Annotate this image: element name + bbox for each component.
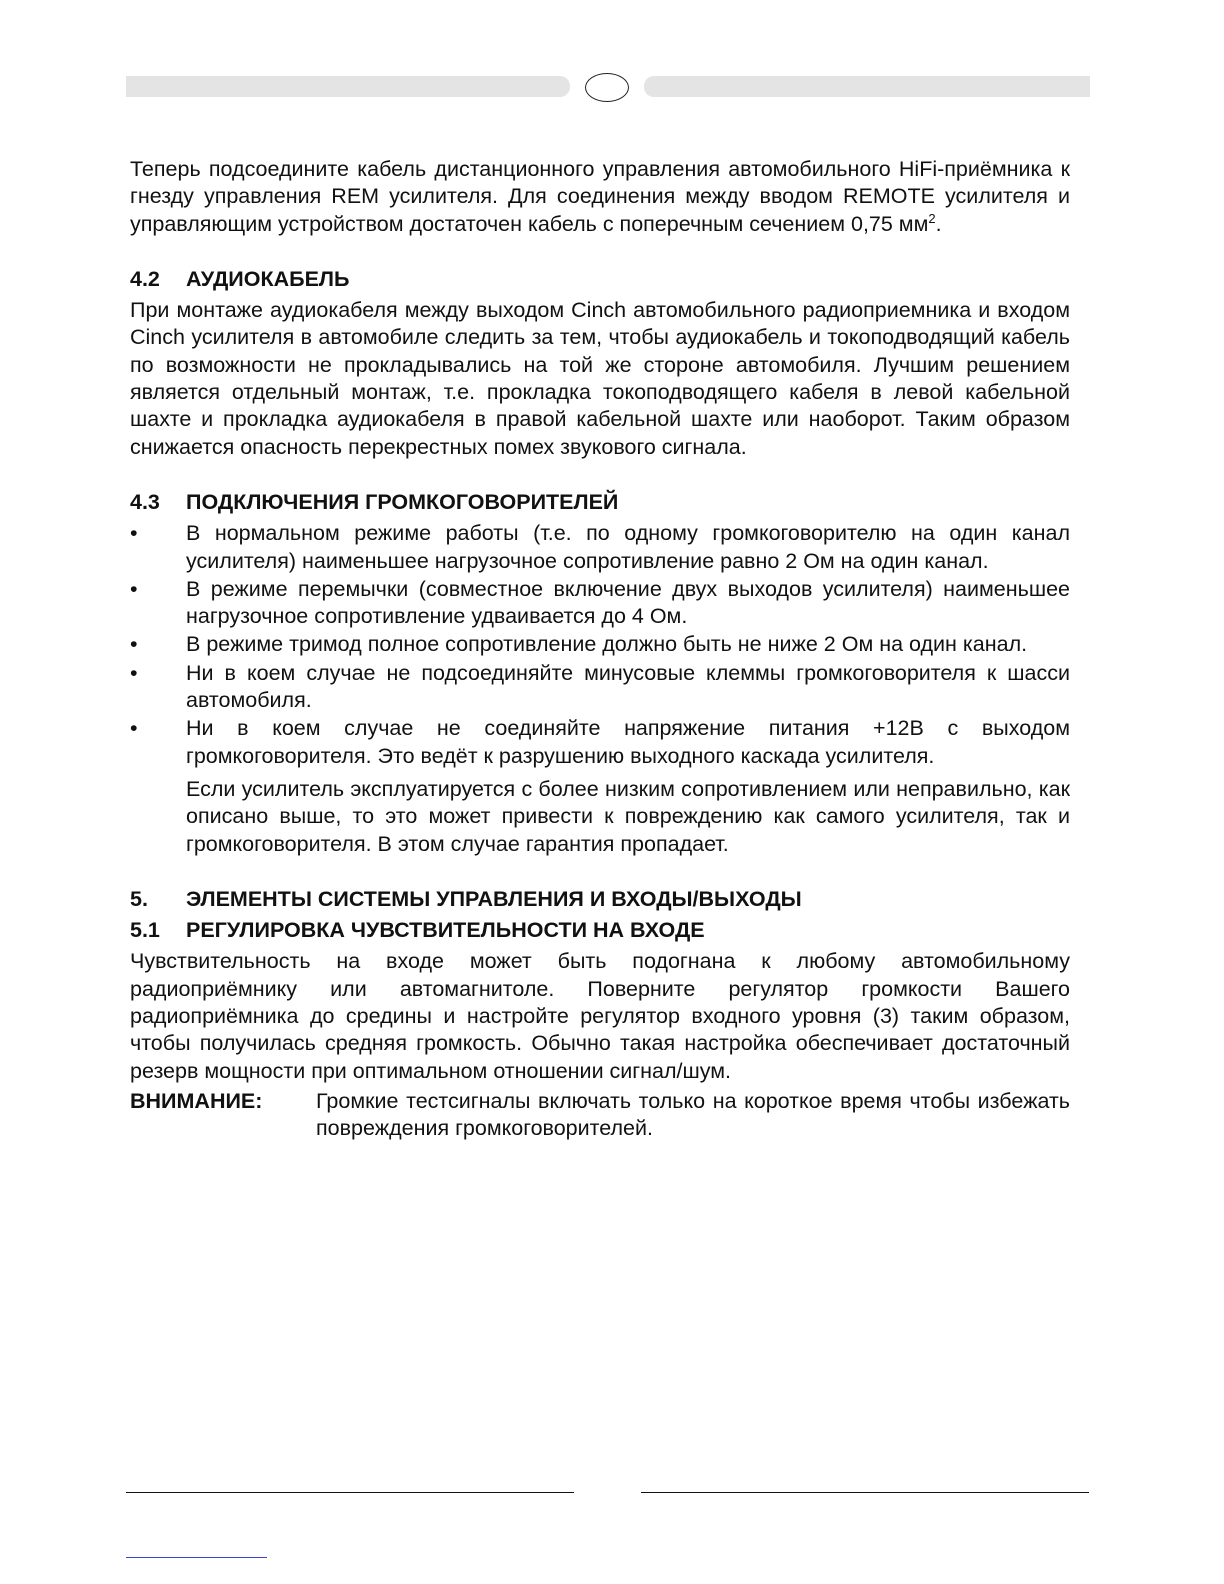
header-bar-left (126, 76, 570, 97)
list-item (130, 715, 1070, 770)
intro-end: . (935, 211, 942, 236)
list-item-text: В режиме тримод полное сопротивление должно быть не ниже 2 Ом на один канал. (186, 632, 1028, 657)
section-5-1-number: 5.1 (130, 918, 160, 943)
section-4-2-paragraph: При монтаже аудиокабеля между выходом Cinch автомобильного радиоприемника и входом Cinch усилителя в автомобиле следить за тем, чтобы аудиокабель и токоподводящий кабель по возможности не прокладывались на той же стороне автомобиля. Лучшим решением является отдельный монтаж, т.е. прокладка токоподводящего кабеля в левой кабельной шахте и прокладка аудиокабеля в правой кабельной шахте или наоборот. Таким образом снижается опасность перекрестных помех звукового сигнала. (130, 298, 1070, 459)
bottom-underline (126, 1557, 267, 1558)
list-item-text: В нормальном режиме работы (т.е. по одному громкоговорителю на один канал усилителя) наименьшее нагрузочное сопротивление равно 2 Ом на один канал. (186, 521, 1070, 573)
section-4-2-number: 4.2 (130, 266, 160, 291)
section-5-number: 5. (130, 886, 148, 911)
bullet-icon: • (130, 632, 138, 657)
list-item (130, 631, 1070, 658)
footer-line-left (126, 1492, 574, 1493)
list-item (130, 660, 1070, 715)
bullet-icon: • (130, 521, 138, 546)
intro-superscript: 2 (928, 210, 936, 226)
intro-text: Теперь подсоедините кабель дистанционного управления автомобильного HiFi-приёмника к гнезду управления REM усилителя. Для соединения между вводом REMOTE усилителя и управляющим устройством достаточен кабель с поперечным сечением 0,75 мм (130, 157, 1070, 236)
header-language-oval-icon (585, 73, 629, 102)
document-content (130, 156, 1070, 1143)
section-5-heading (130, 886, 1070, 913)
bullet-icon: • (130, 576, 138, 601)
section-4-3-title: ПОДКЛЮЧЕНИЯ ГРОМКОГОВОРИТЕЛЕЙ (186, 489, 619, 514)
warning-block (130, 1088, 1070, 1143)
section-4-2-title: АУДИОКАБЕЛЬ (186, 266, 350, 291)
section-5-1-paragraph: Чувствительность на входе может быть подогнана к любому автомобильному радиоприёмнику или автомагнитоле. Поверните регулятор громкости Вашего радиоприёмника до средины и настройте регулятор входного уровня (3) таким образом, чтобы получилась средняя громкость. Обычно такая настройка обеспечивает достаточный резерв мощности при оптимальном отношении сигнал/шум. (130, 949, 1070, 1083)
bullet-icon: • (130, 660, 138, 685)
list-item-text: В режиме перемычки (совместное включение двух выходов усилителя) наименьшее нагрузочное сопротивление удваивается до 4 Ом. (186, 576, 1070, 629)
section-4-2-heading (130, 266, 1070, 293)
section-5-1-title: РЕГУЛИРОВКА ЧУВСТВИТЕЛЬНОСТИ НА ВХОДЕ (186, 918, 705, 943)
list-item (130, 576, 1070, 631)
list-item (130, 520, 1070, 575)
warranty-note: Если усилитель эксплуатируется с более низким сопротивлением или неправильно, как описано выше, то это может привести к повреждению как самого усилителя, так и громкоговорителя. В этом случае гарантия пропадает. (186, 776, 1070, 856)
warning-label: ВНИМАНИЕ: (130, 1088, 263, 1113)
section-5-1-heading (130, 917, 1070, 944)
bullet-icon: • (130, 716, 138, 741)
footer-line-right (641, 1492, 1089, 1493)
list-item-text: Ни в коем случае не соединяйте напряжение питания +12В с выходом громкоговорителя. Это ведёт к разрушению выходного каскада усилителя. (186, 716, 1070, 768)
section-4-3-heading (130, 489, 1070, 516)
intro-paragraph (130, 156, 1070, 238)
header-bar-right (644, 76, 1090, 97)
section-5-title: ЭЛЕМЕНТЫ СИСТЕМЫ УПРАВЛЕНИЯ И ВХОДЫ/ВЫХОДЫ (186, 886, 802, 911)
list-item-text: Ни в коем случае не подсоединяйте минусовые клеммы громкоговорителя к шасси автомобиля. (186, 660, 1070, 713)
speaker-connection-list (130, 520, 1070, 770)
section-4-3-number: 4.3 (130, 489, 160, 514)
warning-text: Громкие тестсигналы включать только на короткое время чтобы избежать повреждения громкоговорителей. (316, 1088, 1070, 1141)
